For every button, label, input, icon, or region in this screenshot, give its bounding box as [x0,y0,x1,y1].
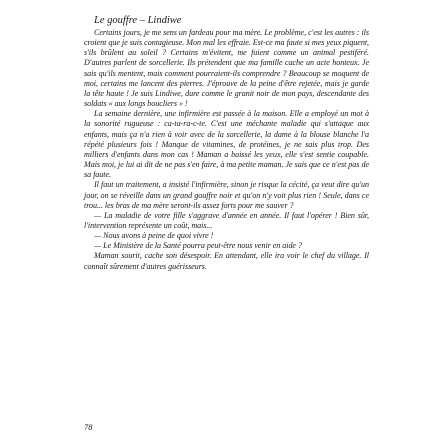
page-number: 78 [84,422,93,432]
dialogue-line: — Nous avons à peine de quoi vivre ! [94,231,214,241]
dialogue-line: — Le Ministère de la Santé pourra peut-être nous venir en aide ? [94,241,302,251]
paragraph: Certains jours, je me sens un fardeau pour ma mère. Le problème, c'est les autres : ils croient que je suis contagieuse. Mon mal les effraie. Est-ce ma faute si mes yeux piquent, s'ils brûlent au soleil ? Certains m'évitent, me fuient comme un animal pestiféré. D'autres parlent de sorcellerie. Ils prétendent que ma famille cache un acte honteux. Je sais qu'ils mentent, mais comment pourraient-ils comprendre ? Beaucoup se moquent de moi, certains me lancent des pierres. J'éprouve de la peine d'être rejetée, mais je garde la tête haute ! Je suis Lindiwe, dure comme le granit noir de mon pays, descendante des soldats « aux longs boucliers » ! [84,28,369,109]
dialogue-line: — La maladie de votre fille s'aggrave d'année en année. Il faut l'opérer ! Bien sûr, l'intervention représente un coût, mais... [84,210,369,230]
page-body [84,14,369,272]
paragraph: Il faut un traitement, a insisté l'infirmière, sinon je risque la cécité, ça veut dire qu'un jour, on se réveille dans un grand gouffre noir et qu'on n'y voit plus rien ! Seule, dans ce trou... les bras de ma mère seront-ils assez forts pour me sauver ? [84,180,369,210]
chapter-title: Le gouffre – Lindiwe [94,15,182,26]
paragraph: La semaine dernière, une infirmière est passée à la maison. Elle a employé un mot à la sonorité rugueuse : ca-ta-ra-c-te. C'est une méchante maladie qui s'attaque aux enfants, mais ça n'a rien à voir avec de la sorcellerie, la dame à la blouse blanche l'a répété plusieurs fois ! Manque de vitamines, de protéines, je ne sais plus trop. Des milliers d'enfants dans mon cas ! Maman a baissé les yeux, elle s'est sentie coupable. Mais moi, je lui ai dit de ne pas s'en faire, à ma petite maman. Je sais que ce n'est pas de sa faute. [84,109,369,180]
paragraph: Maman sourit, cache son désespoir. En attendant, elle ira voir le chef du village. Il connaît sûrement d'autres guérisseurs. [84,251,369,271]
